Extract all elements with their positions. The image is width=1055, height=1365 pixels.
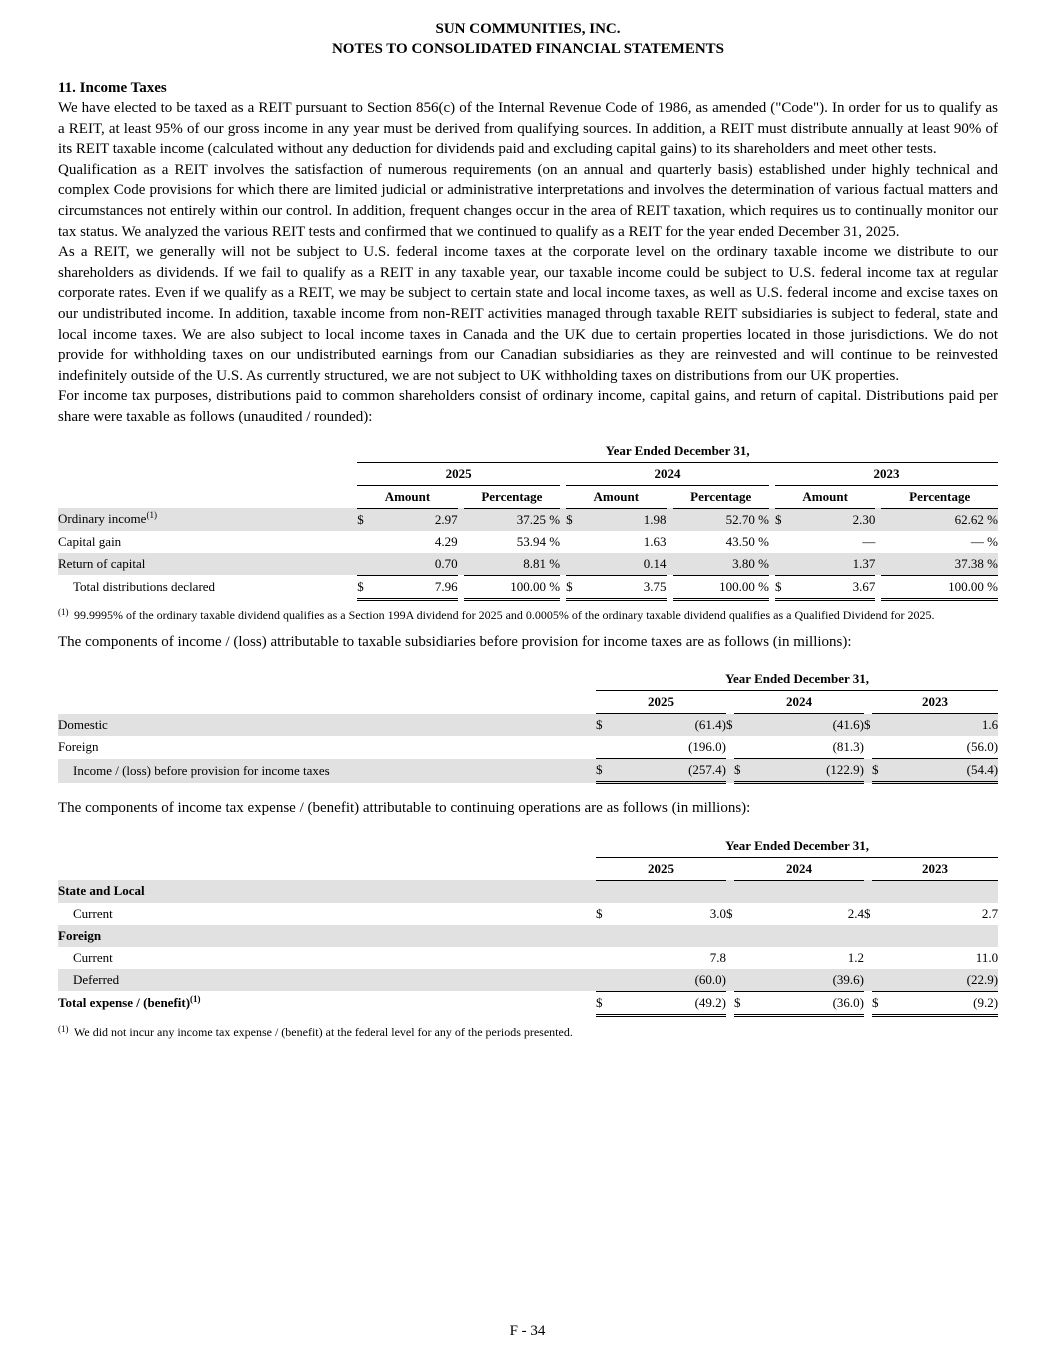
table-row — [58, 714, 998, 737]
paragraph-taxable-subsidiaries: The components of income / (loss) attributable to taxable subsidiaries before provision for income taxes are as follows (in millions): — [58, 633, 852, 650]
currency-symbol: $ — [357, 508, 371, 531]
distributions-table — [58, 440, 998, 601]
footnote-mark: (1) — [58, 1023, 69, 1034]
table1-year-2023: 2023 — [775, 462, 998, 485]
tax-expense-table — [58, 835, 998, 1017]
table2-year-2024: 2024 — [734, 691, 864, 714]
table-row — [58, 947, 998, 969]
value-2025: (49.2) — [610, 991, 726, 1015]
percentage-2024: 43.50 % — [725, 533, 769, 549]
row-label: Return of capital — [58, 553, 357, 576]
row-label: Foreign — [58, 739, 99, 755]
value-2023: 11.0 — [975, 949, 999, 965]
amount-2023: 3.67 — [789, 575, 875, 599]
amount-2025: 0.70 — [371, 553, 457, 576]
col-percentage-2024: Percentage — [673, 485, 769, 508]
table-row — [58, 508, 998, 531]
percentage-2023: 62.62 % — [881, 508, 998, 531]
paragraph-reit-election: We have elected to be taxed as a REIT pursuant to Section 856(c) of the Internal Revenue Code of 1986, as amended ("Code"). In order for us to qualify as a REIT, at least 95% of our gross income in any year must be derived from qualifying sources. In addition, a REIT must distribute annually at least 90% of its REIT taxable income (calculated without any deduction for dividends paid and excluding capital gains) to its shareholders and meet other tests. — [58, 100, 998, 158]
table3-period-header: Year Ended December 31, — [596, 835, 998, 858]
table3-year-2024: 2024 — [734, 857, 864, 880]
table-row-group — [58, 925, 998, 947]
row-label: Ordinary income — [58, 511, 147, 527]
currency-symbol: $ — [734, 759, 748, 783]
table1-year-2025: 2025 — [357, 462, 560, 485]
table-row-total — [58, 991, 998, 1015]
currency-symbol: $ — [775, 575, 789, 599]
table3-footnote — [58, 1024, 998, 1040]
value-2024: (81.3) — [748, 736, 864, 759]
paragraph-federal-taxes: As a REIT, we generally will not be subject to U.S. federal income taxes at the corporate level on the ordinary taxable income we distribute to our shareholders as dividends. If we fail to qualify as a REIT in any taxable year, our taxable income could be subject to U.S. federal income tax at regular corporate rates. Even if we qualify as a REIT, we may be subject to certain state and local income taxes, as well as U.S. federal income and excise taxes on our undistributed income. In addition, taxable income from non-REIT activities managed through taxable REIT subsidiaries is subject to federal, state and local income taxes. We are also subject to local income taxes in Canada and the UK due to certain properties located in those jurisdictions. We do not provide for withholding taxes on our undistributed earnings from our Canadian subsidiaries as they are reinvested and will continue to be reinvested indefinitely outside of the U.S. As currently structured, we are not subject to UK withholding taxes on distributions from our UK properties. — [58, 244, 998, 384]
table3-year-2023: 2023 — [872, 857, 998, 880]
amount-2023: 2.30 — [789, 508, 875, 531]
currency-symbol: $ — [872, 759, 886, 783]
amount-2023: 1.37 — [789, 553, 875, 576]
amount-2024: 1.63 — [643, 533, 667, 549]
value-2024: 2.4 — [847, 905, 864, 921]
value-2024: (36.0) — [748, 991, 864, 1015]
percentage-2023: — % — [970, 533, 998, 549]
income-loss-table — [58, 668, 998, 784]
currency-symbol: $ — [864, 714, 886, 737]
value-2024: (122.9) — [748, 759, 864, 783]
percentage-2025: 100.00 % — [464, 575, 560, 599]
row-label: Total distributions declared — [73, 579, 216, 594]
amount-2024: 1.98 — [580, 508, 666, 531]
table1-footnote — [58, 607, 998, 623]
value-2025: (196.0) — [610, 736, 726, 759]
value-2025: 7.8 — [709, 949, 726, 965]
value-2023: 1.6 — [886, 714, 998, 737]
currency-symbol: $ — [596, 905, 603, 921]
table3-year-2025: 2025 — [596, 857, 726, 880]
amount-2025: 4.29 — [434, 533, 458, 549]
footnote-ref: (1) — [146, 510, 157, 521]
col-percentage-2025: Percentage — [464, 485, 560, 508]
col-percentage-2023: Percentage — [881, 485, 998, 508]
group-label: Foreign — [58, 925, 596, 947]
amount-2023: — — [862, 533, 876, 549]
footnote-text: We did not incur any income tax expense / (benefit) at the federal level for any of the periods presented. — [74, 1024, 573, 1039]
currency-symbol: $ — [726, 714, 748, 737]
table-row — [58, 531, 998, 553]
currency-symbol: $ — [872, 991, 886, 1015]
row-label: Current — [73, 949, 113, 965]
section-title: 11. Income Taxes — [58, 80, 167, 96]
table-row — [58, 969, 998, 992]
table-row-total — [58, 759, 998, 783]
col-amount-2023: Amount — [775, 485, 875, 508]
percentage-2025: 37.25 % — [464, 508, 560, 531]
table2-period-header: Year Ended December 31, — [596, 668, 998, 691]
row-label: Capital gain — [58, 533, 122, 549]
group-label: State and Local — [58, 880, 596, 903]
value-2025: (60.0) — [610, 969, 726, 992]
table-row — [58, 553, 998, 576]
page-number: F - 34 — [509, 1323, 546, 1339]
currency-symbol: $ — [566, 508, 580, 531]
percentage-2023: 37.38 % — [881, 553, 998, 576]
row-label: Domestic — [58, 714, 596, 737]
value-2023: (56.0) — [886, 736, 998, 759]
amount-2025: 7.96 — [371, 575, 457, 599]
row-label: Income / (loss) before provision for income taxes — [58, 759, 596, 783]
percentage-2023: 100.00 % — [881, 575, 998, 599]
value-2023: (9.2) — [886, 991, 998, 1015]
paragraph-reit-qualification: Qualification as a REIT involves the satisfaction of numerous requirements (on an annual and quarterly basis) established under highly technical and complex Code provisions for which there are limited judicial or administrative interpretations and involves the determination of various factual matters and circumstances not entirely within our control. In addition, frequent changes occur in the area of REIT taxation, which requires us to continually monitor our tax status. We analyzed the various REIT tests and confirmed that we continued to qualify as a REIT for the year ended December 31, 2025. — [58, 161, 998, 240]
percentage-2024: 52.70 % — [673, 508, 769, 531]
value-2025: 3.0 — [709, 905, 726, 921]
currency-symbol: $ — [357, 575, 371, 599]
value-2023: (54.4) — [886, 759, 998, 783]
col-amount-2025: Amount — [357, 485, 457, 508]
currency-symbol: $ — [775, 508, 789, 531]
table2-year-2025: 2025 — [596, 691, 726, 714]
paragraph-distributions: For income tax purposes, distributions paid to common shareholders consist of ordinary income, capital gains, and return of capital. Distributions paid per share were taxable as follows (unaudited / rounded): — [58, 388, 998, 425]
amount-2024: 3.75 — [580, 575, 666, 599]
table1-period-header: Year Ended December 31, — [357, 440, 998, 463]
currency-symbol: $ — [734, 991, 748, 1015]
table-row — [58, 736, 998, 759]
amount-2025: 2.97 — [371, 508, 457, 531]
paragraph-tax-expense: The components of income tax expense / (benefit) attributable to continuing operations are as follows (in millions): — [58, 800, 751, 817]
table-row — [58, 903, 998, 925]
currency-symbol: $ — [596, 759, 610, 783]
company-name: SUN COMMUNITIES, INC. — [435, 21, 621, 37]
table2-year-2023: 2023 — [872, 691, 998, 714]
table-row-group — [58, 880, 998, 903]
percentage-2025: 8.81 % — [464, 553, 560, 576]
currency-symbol: $ — [726, 905, 733, 921]
value-2023: 2.7 — [981, 905, 999, 921]
value-2024: 1.2 — [847, 949, 864, 965]
percentage-2024: 3.80 % — [673, 553, 769, 576]
col-amount-2024: Amount — [566, 485, 666, 508]
document-subtitle: NOTES TO CONSOLIDATED FINANCIAL STATEMENTS — [331, 41, 725, 57]
value-2023: (22.9) — [886, 969, 998, 992]
currency-symbol: $ — [596, 714, 610, 737]
row-label: Current — [73, 905, 113, 921]
percentage-2025: 53.94 % — [516, 533, 561, 549]
document-page — [58, 0, 998, 1040]
value-2025: (257.4) — [610, 759, 726, 783]
table1-year-2024: 2024 — [566, 462, 769, 485]
value-2024: (41.6) — [748, 714, 864, 737]
amount-2024: 0.14 — [580, 553, 666, 576]
currency-symbol: $ — [566, 575, 580, 599]
row-label: Total expense / (benefit) — [58, 995, 191, 1011]
row-label: Deferred — [58, 969, 596, 992]
value-2024: (39.6) — [748, 969, 864, 992]
percentage-2024: 100.00 % — [673, 575, 769, 599]
table-row-total — [58, 575, 998, 599]
footnote-ref: (1) — [190, 994, 201, 1005]
value-2025: (61.4) — [610, 714, 726, 737]
currency-symbol: $ — [864, 905, 871, 921]
currency-symbol: $ — [596, 991, 610, 1015]
footnote-mark: (1) — [58, 606, 69, 617]
footnote-text: 99.9995% of the ordinary taxable dividend qualifies as a Section 199A dividend for 2025 and 0.0005% of the ordinary taxable dividend qualifies as a Qualified Dividend for 2025. — [74, 607, 935, 622]
